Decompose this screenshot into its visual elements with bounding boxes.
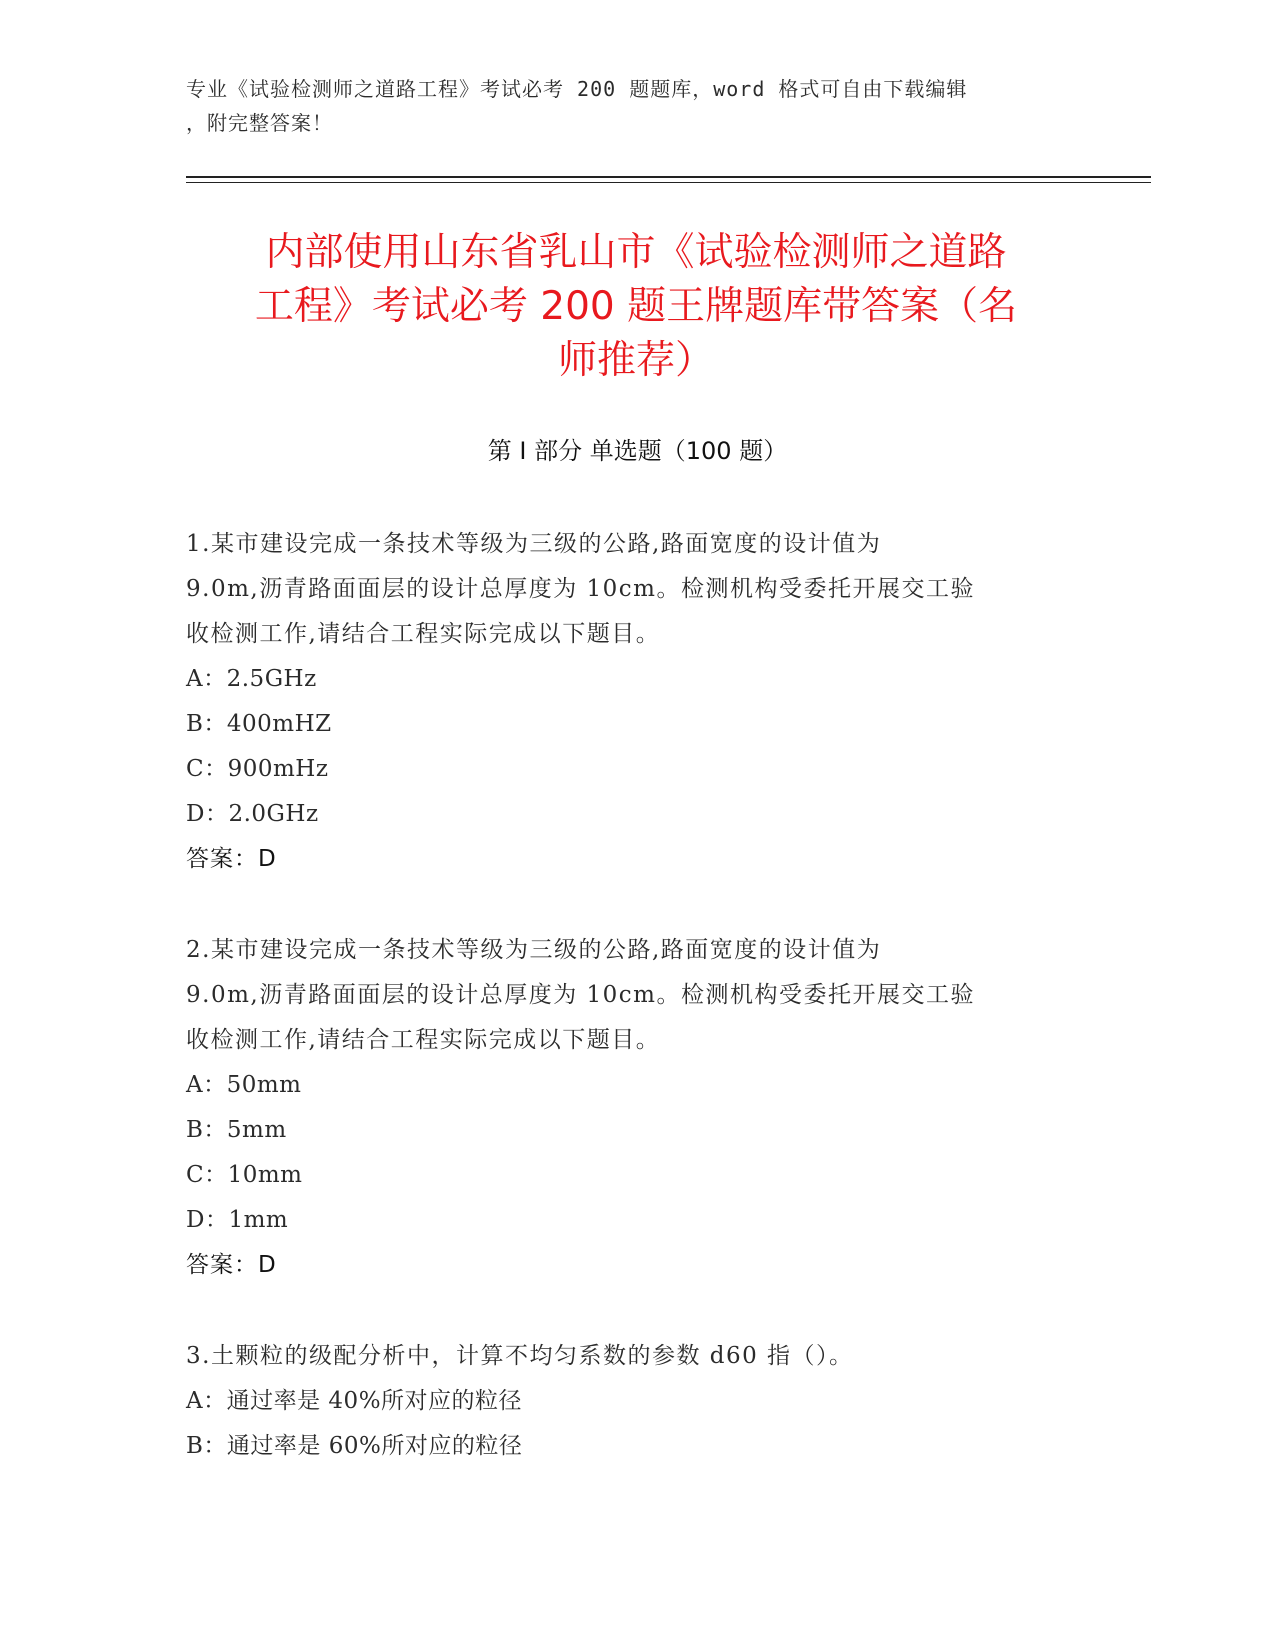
- question-stem-line: 9.0m,沥青路面面层的设计总厚度为 10cm。检测机构受委托开展交工验: [186, 576, 975, 602]
- option-a: A：2.5GHz: [186, 666, 317, 692]
- section-heading: 第 I 部分 单选题（100 题）: [487, 437, 788, 465]
- question-item: [186, 928, 1086, 1288]
- option-b: B：400mHZ: [186, 711, 332, 737]
- option-a: A：50mm: [186, 1072, 302, 1098]
- option-c: C：900mHz: [186, 756, 329, 782]
- option-d: D：1mm: [186, 1207, 289, 1233]
- question-stem: [186, 928, 1086, 1063]
- option-a: A：通过率是 40%所对应的粒径: [186, 1388, 523, 1414]
- answer-label: 答案：D: [186, 846, 277, 872]
- option-d: D：2.0GHz: [186, 801, 319, 827]
- question-stem-line: 3.土颗粒的级配分析中，计算不均匀系数的参数 d60 指（）。: [186, 1343, 854, 1369]
- question-item: [186, 1334, 1086, 1469]
- header-note-line: 专业《试验检测师之道路工程》考试必考 200 题题库，word 格式可自由下载编辑: [186, 77, 968, 101]
- header-divider-thick: [186, 176, 1151, 178]
- question-stem-line: 收检测工作,请结合工程实际完成以下题目。: [186, 621, 661, 647]
- question-stem-line: 2.某市建设完成一条技术等级为三级的公路,路面宽度的设计值为: [186, 937, 882, 963]
- header-note: [186, 72, 1066, 140]
- question-stem-line: 9.0m,沥青路面面层的设计总厚度为 10cm。检测机构受委托开展交工验: [186, 982, 975, 1008]
- option-b: B：通过率是 60%所对应的粒径: [186, 1433, 523, 1459]
- question-stem: [186, 1334, 1086, 1379]
- header-note-line: ，附完整答案！: [186, 111, 333, 135]
- question-stem-line: 1.某市建设完成一条技术等级为三级的公路,路面宽度的设计值为: [186, 531, 882, 557]
- title-line: 工程》考试必考 200 题王牌题库带答案（名: [254, 284, 1018, 329]
- question-item: [186, 522, 1086, 882]
- title-line: 师推荐）: [557, 338, 714, 383]
- title-line: 内部使用山东省乳山市《试验检测师之道路: [265, 230, 1007, 275]
- question-stem-line: 收检测工作,请结合工程实际完成以下题目。: [186, 1027, 661, 1053]
- answer-label: 答案：D: [186, 1252, 277, 1278]
- header-divider-thin: [186, 182, 1151, 183]
- question-list: [186, 522, 1086, 1515]
- option-b: B：5mm: [186, 1117, 287, 1143]
- document-title: [186, 226, 1086, 388]
- question-stem: [186, 522, 1086, 657]
- option-c: C：10mm: [186, 1162, 303, 1188]
